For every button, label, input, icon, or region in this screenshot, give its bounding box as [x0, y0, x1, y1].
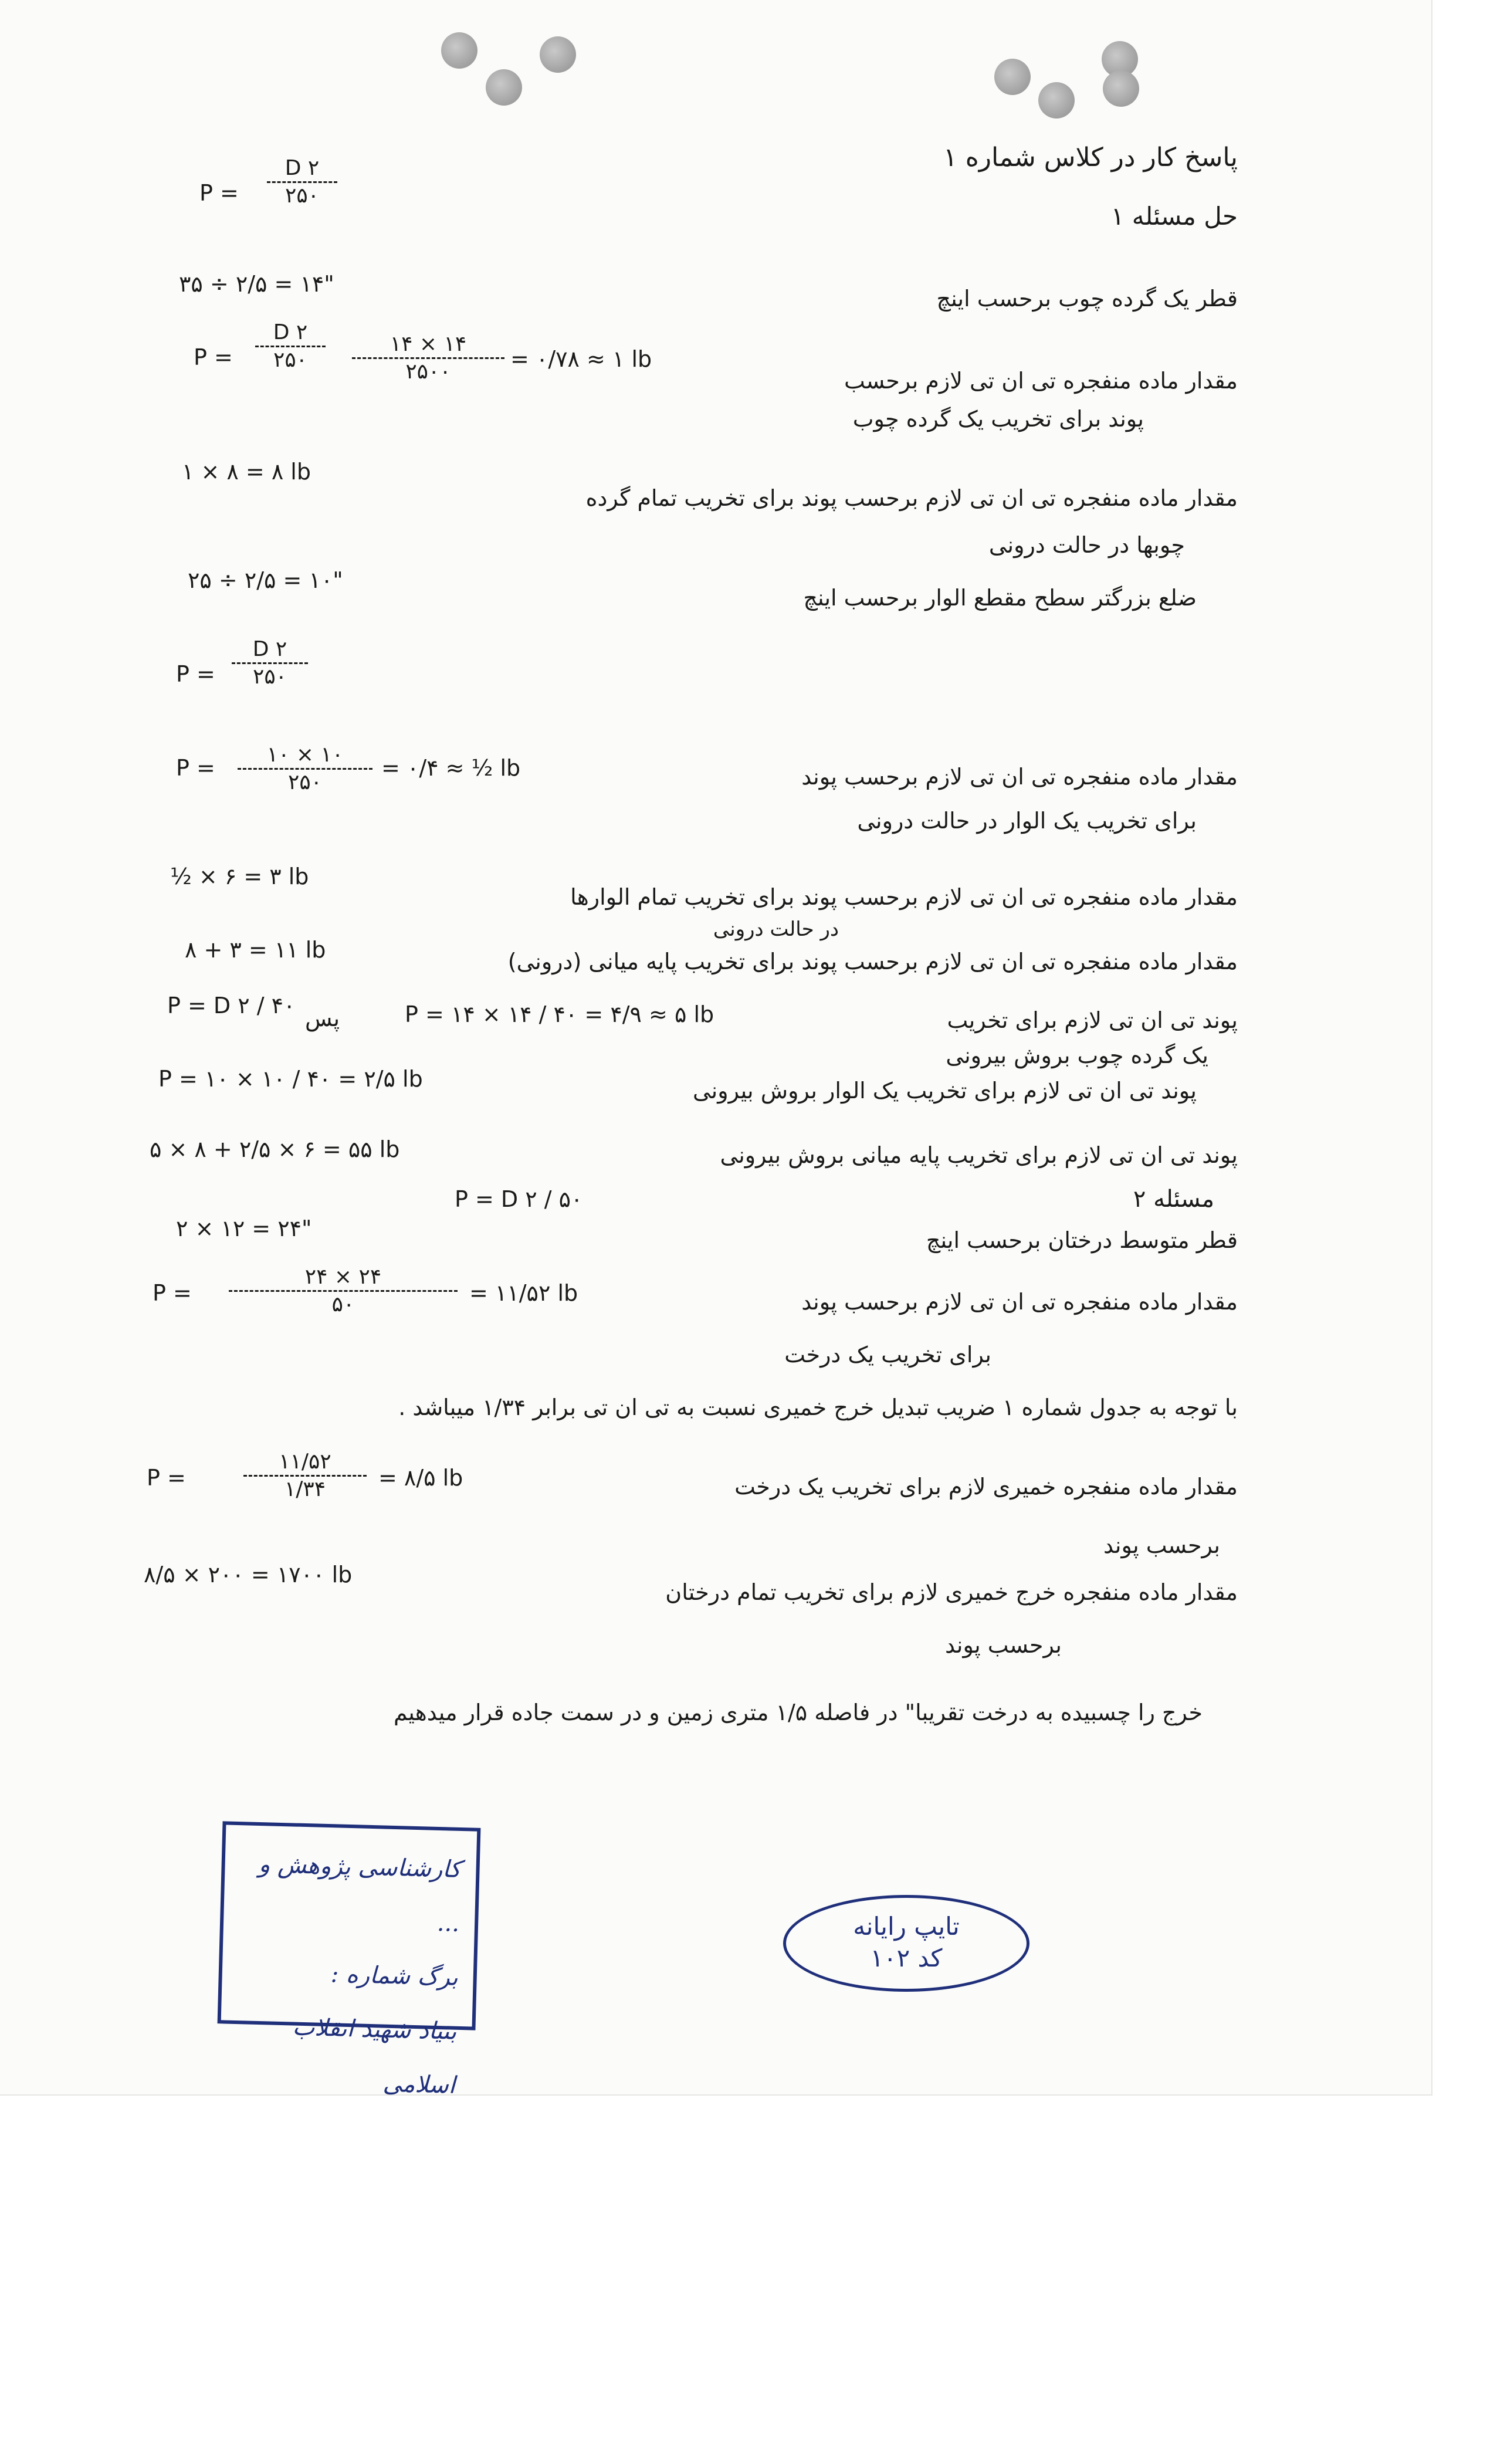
diameter-calc: ۳۵ ÷ ۲/۵ = ۱۴": [179, 271, 334, 297]
total-calc: ۱ × ۸ = ۸ lb: [182, 459, 311, 485]
tree-result: = ۱۱/۵۲ lb: [469, 1280, 578, 1306]
wall-calc-lhs: P =: [176, 755, 215, 781]
all-trees-calc: ۸/۵ × ۲۰۰ = ۱۷۰۰ lb: [144, 1562, 353, 1588]
formula-lhs: P =: [199, 180, 239, 206]
exterior-wall-calc: P = ۱۰ × ۱۰ / ۴۰ = ۲/۵ lb: [158, 1066, 423, 1092]
placement-text: خرج را چسبیده به درخت تقریبا" در فاصله ۱/۵ متری زمین و در سمت جاده قرار میدهیم: [394, 1700, 1203, 1725]
office-stamp: [218, 1821, 481, 2099]
plastic-text-1: مقدار ماده منفجره خمیری لازم برای تخریب یک درخت: [734, 1474, 1238, 1500]
tree-formula-lhs: P =: [153, 1280, 192, 1306]
punch-hole: [540, 36, 576, 73]
punch-hole: [1038, 82, 1075, 119]
wall-calc-num: ۱۰ × ۱۰: [238, 742, 372, 770]
all-walls-text: مقدار ماده منفجره تی ان تی لازم برحسب پوند برای تخریب تمام الوارها: [570, 884, 1238, 910]
tree-fraction: [229, 1264, 458, 1318]
formula-fraction: [267, 155, 337, 209]
exterior-formula: P = D ۲ / ۴۰: [167, 993, 296, 1018]
wall-formula-fraction: [232, 637, 308, 690]
wall-result: = ۰/۴ ≈ ½ lb: [381, 755, 521, 781]
side-text: ضلع بزرگتر سطح مقطع الوار برحسب اینچ: [803, 585, 1197, 611]
total-text-1: مقدار ماده منفجره تی ان تی لازم برحسب پوند برای تخریب تمام گرده: [585, 485, 1238, 511]
office-stamp-line-2: برگ شماره :: [330, 1961, 459, 1991]
side-calc: ۲۵ ÷ ۲/۵ = ۱۰": [188, 567, 343, 593]
plastic-result: = ۸/۵ lb: [378, 1465, 463, 1491]
wall-formula-num: D ۲: [232, 637, 308, 664]
typing-stamp-line-2: کد ۱۰۲: [870, 1944, 943, 1972]
exterior-pillar-text: پوند تی ان تی لازم برای تخریب پایه میانی بروش بیرونی: [720, 1142, 1238, 1168]
charge-text-1: مقدار ماده منفجره تی ان تی لازم برحسب: [844, 368, 1238, 394]
all-walls-calc: ½ × ۶ = ۳ lb: [170, 864, 309, 889]
exterior-pillar-calc: ۵ × ۸ + ۲/۵ × ۶ = ۵۵ lb: [150, 1136, 400, 1162]
charge-fraction-1-den: ۲۵۰: [273, 348, 307, 372]
plastic-fraction-num: ۱۱/۵۲: [243, 1449, 367, 1477]
tree-diameter-calc: ۲ × ۱۲ = ۲۴": [176, 1216, 312, 1241]
charge-formula-lhs: P =: [194, 344, 233, 370]
wall-calc-den: ۲۵۰: [287, 770, 322, 794]
punch-hole: [486, 69, 522, 106]
tree-fraction-num: ۲۴ × ۲۴: [229, 1264, 458, 1292]
exterior-wall-text: پوند تی ان تی لازم برای تخریب یک الوار بروش بیرونی: [693, 1078, 1197, 1104]
pillar-text: مقدار ماده منفجره تی ان تی لازم برحسب پوند برای تخریب پایه میانی (درونی): [507, 949, 1238, 974]
office-stamp-line-1: کارشناسی پژوهش و ...: [258, 1850, 462, 1937]
exterior-then: پس: [305, 1006, 340, 1031]
page-title: پاسخ کار در کلاس شماره ۱: [943, 143, 1238, 172]
typing-stamp-line-1: تایپ رایانه: [853, 1912, 960, 1941]
pillar-calc: ۸ + ۳ = ۱۱ lb: [185, 937, 326, 963]
plastic-formula-lhs: P =: [147, 1465, 186, 1491]
wall-calc-fraction: [238, 742, 372, 796]
plastic-fraction: [243, 1449, 367, 1502]
pillar-note: در حالت درونی: [713, 918, 839, 941]
diameter-text: قطر یک گرده چوب برحسب اینچ: [936, 286, 1238, 312]
plastic-fraction-den: ۱/۳۴: [284, 1477, 326, 1501]
charge-fraction-2-num: ۱۴ × ۱۴: [352, 331, 504, 359]
formula-denominator: ۲۵۰: [285, 184, 319, 208]
exterior-text-1: پوند تی ان تی لازم برای تخریب: [947, 1007, 1238, 1033]
formula-numerator: D ۲: [267, 155, 337, 183]
problem1-heading: حل مسئله ۱: [1110, 202, 1238, 231]
plastic-text-2: برحسب پوند: [1103, 1532, 1220, 1558]
charge-fraction-1: [255, 320, 326, 373]
charge-fraction-2: [352, 331, 504, 385]
conversion-text: با توجه به جدول شماره ۱ ضریب تبدیل خرج خمیری نسبت به تی ان تی برابر ۱/۳۴ میباشد .: [398, 1395, 1238, 1420]
tree-diameter-text: قطر متوسط درختان برحسب اینچ: [926, 1227, 1238, 1253]
typing-stamp: [783, 1895, 1029, 1992]
office-stamp-line-3: بنیاد شهید انقلاب اسلامی: [292, 2013, 457, 2099]
exterior-calc: P = ۱۴ × ۱۴ / ۴۰ = ۴/۹ ≈ ۵ lb: [405, 1001, 714, 1027]
tree-fraction-den: ۵۰: [331, 1292, 355, 1316]
charge-fraction-1-num: D ۲: [255, 320, 326, 347]
charge-text-2: پوند برای تخریب یک گرده چوب: [852, 406, 1144, 432]
wall-text-1: مقدار ماده منفجره تی ان تی لازم برحسب پوند: [801, 764, 1238, 790]
wall-text-2: برای تخریب یک الوار در حالت درونی: [857, 808, 1197, 834]
punch-hole: [1103, 70, 1139, 107]
charge-result: = ۰/۷۸ ≈ ۱ lb: [510, 346, 652, 372]
total-text-2: چوبها در حالت درونی: [988, 532, 1185, 558]
tree-text-2: برای تخریب یک درخت: [784, 1342, 991, 1368]
punch-hole: [441, 32, 477, 69]
problem2-formula: P = D ۲ / ۵۰: [455, 1186, 583, 1212]
all-trees-text-2: برحسب پوند: [944, 1632, 1062, 1658]
all-trees-text-1: مقدار ماده منفجره خرج خمیری لازم برای تخریب تمام درختان: [665, 1579, 1238, 1605]
problem2-heading: مسئله ۲: [1133, 1186, 1214, 1213]
punch-hole: [994, 59, 1031, 95]
wall-formula-den: ۲۵۰: [252, 665, 287, 689]
charge-fraction-2-den: ۲۵۰۰: [405, 360, 451, 384]
wall-formula-lhs: P =: [176, 661, 215, 687]
exterior-text-2: یک گرده چوب بروش بیرونی: [946, 1043, 1208, 1068]
tree-text-1: مقدار ماده منفجره تی ان تی لازم برحسب پوند: [801, 1289, 1238, 1315]
